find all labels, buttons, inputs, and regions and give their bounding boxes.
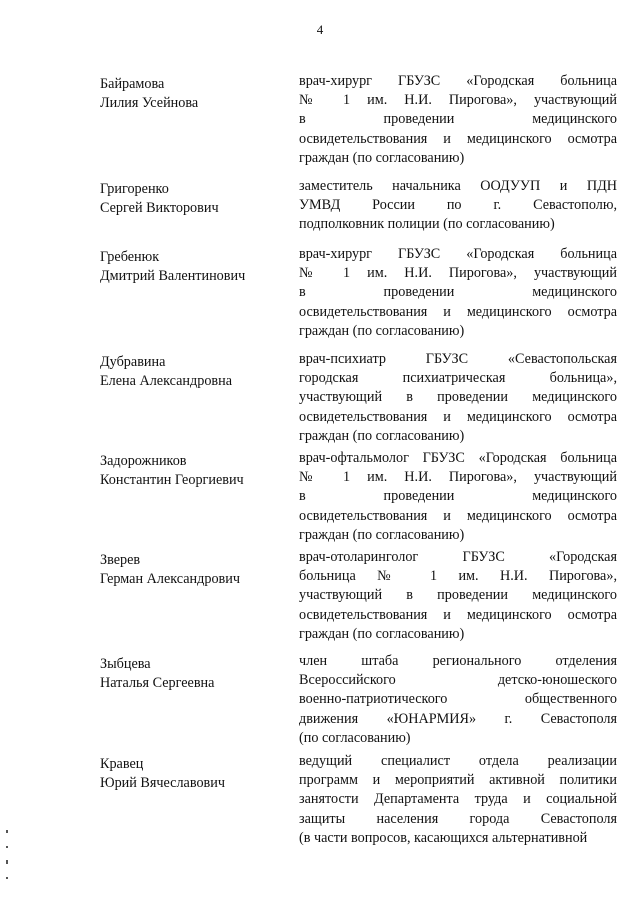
role-description	[299, 245, 617, 341]
role-line: врач-офтальмолог ГБУЗС «Городская больница	[299, 450, 617, 466]
role-line: движения «ЮНАРМИЯ» г. Севастополя	[299, 710, 617, 727]
role-line: освидетельствования и медицинского осмотра	[299, 130, 617, 147]
person-name	[100, 655, 290, 693]
role-line: граждан (по согласованию)	[299, 322, 465, 339]
role-line: городская психиатрическая больница»,	[299, 370, 617, 387]
role-line: граждан (по согласованию)	[299, 625, 465, 642]
role-line: в проведении медицинского	[299, 111, 617, 128]
role-line: освидетельствования и медицинского осмотра	[299, 606, 617, 623]
page-number: 4	[316, 22, 324, 37]
role-line: врач-отоларинголог ГБУЗС «Городская	[299, 549, 617, 565]
role-line: № 1 им. Н.И. Пирогова», участвующий	[299, 92, 617, 109]
given-names: Константин Георгиевич	[100, 472, 244, 488]
role-description	[299, 350, 617, 446]
surname: Кравец	[100, 756, 144, 772]
role-line: УМВД России по г. Севастополю,	[299, 197, 617, 214]
role-line: член штаба регионального отделения	[299, 653, 617, 669]
role-line: военно-патриотического общественного	[299, 691, 617, 708]
role-line: (по согласованию)	[299, 729, 411, 746]
role-description	[299, 72, 617, 168]
surname: Байрамова	[100, 76, 165, 92]
role-line: врач-хирург ГБУЗС «Городская больница	[299, 73, 617, 89]
role-line: граждан (по согласованию)	[299, 149, 465, 166]
person-name	[100, 452, 290, 490]
person-name	[100, 551, 290, 589]
role-line: участвующий в проведении медицинского	[299, 389, 617, 406]
surname: Зыбцева	[100, 656, 151, 672]
role-line: № 1 им. Н.И. Пирогова», участвующий	[299, 265, 617, 282]
role-line: в проведении медицинского	[299, 488, 617, 505]
role-line: граждан (по согласованию)	[299, 427, 465, 444]
role-line: ведущий специалист отдела реализации	[299, 753, 617, 769]
role-line: Всероссийского детско-юношеского	[299, 672, 617, 689]
given-names: Наталья Сергеевна	[100, 675, 215, 691]
surname: Григоренко	[100, 181, 169, 197]
person-name	[100, 75, 290, 113]
surname: Дубравина	[100, 354, 166, 370]
given-names: Дмитрий Валентинович	[100, 268, 246, 284]
given-names: Юрий Вячеславович	[100, 775, 225, 791]
role-line: больница № 1 им. Н.И. Пирогова»,	[299, 568, 617, 585]
role-line: освидетельствования и медицинского осмотра	[299, 408, 617, 425]
role-description	[299, 652, 617, 748]
given-names: Герман Александрович	[100, 571, 240, 587]
role-line: врач-хирург ГБУЗС «Городская больница	[299, 246, 617, 262]
role-line: освидетельствования и медицинского осмотра	[299, 507, 617, 524]
role-line: граждан (по согласованию)	[299, 526, 465, 543]
given-names: Елена Александровна	[100, 373, 232, 389]
person-name	[100, 248, 290, 286]
role-line: подполковник полиции (по согласованию)	[299, 216, 555, 233]
role-line: в проведении медицинского	[299, 284, 617, 301]
role-line: занятости Департамента труда и социальной	[299, 791, 617, 808]
given-names: Сергей Викторович	[100, 200, 219, 216]
role-line: участвующий в проведении медицинского	[299, 587, 617, 604]
surname: Гребенюк	[100, 249, 160, 265]
role-line: программ и мероприятий активной политики	[299, 772, 617, 789]
person-name	[100, 755, 290, 793]
scan-edge-marks	[6, 830, 9, 890]
role-description	[299, 752, 617, 848]
person-name	[100, 353, 290, 391]
role-description	[299, 177, 617, 235]
role-line: освидетельствования и медицинского осмотра	[299, 303, 617, 320]
role-line: врач-психиатр ГБУЗС «Севастопольская	[299, 351, 617, 367]
role-line: (в части вопросов, касающихся альтернативной	[299, 829, 588, 846]
surname: Задорожников	[100, 453, 187, 469]
surname: Зверев	[100, 552, 141, 568]
role-line: № 1 им. Н.И. Пирогова», участвующий	[299, 469, 617, 486]
person-name	[100, 180, 290, 218]
role-description	[299, 449, 617, 545]
role-line: защиты населения города Севастополя	[299, 810, 617, 827]
role-description	[299, 548, 617, 644]
role-line: заместитель начальника ООДУУП и ПДН	[299, 178, 617, 194]
given-names: Лилия Усейнова	[100, 95, 199, 111]
